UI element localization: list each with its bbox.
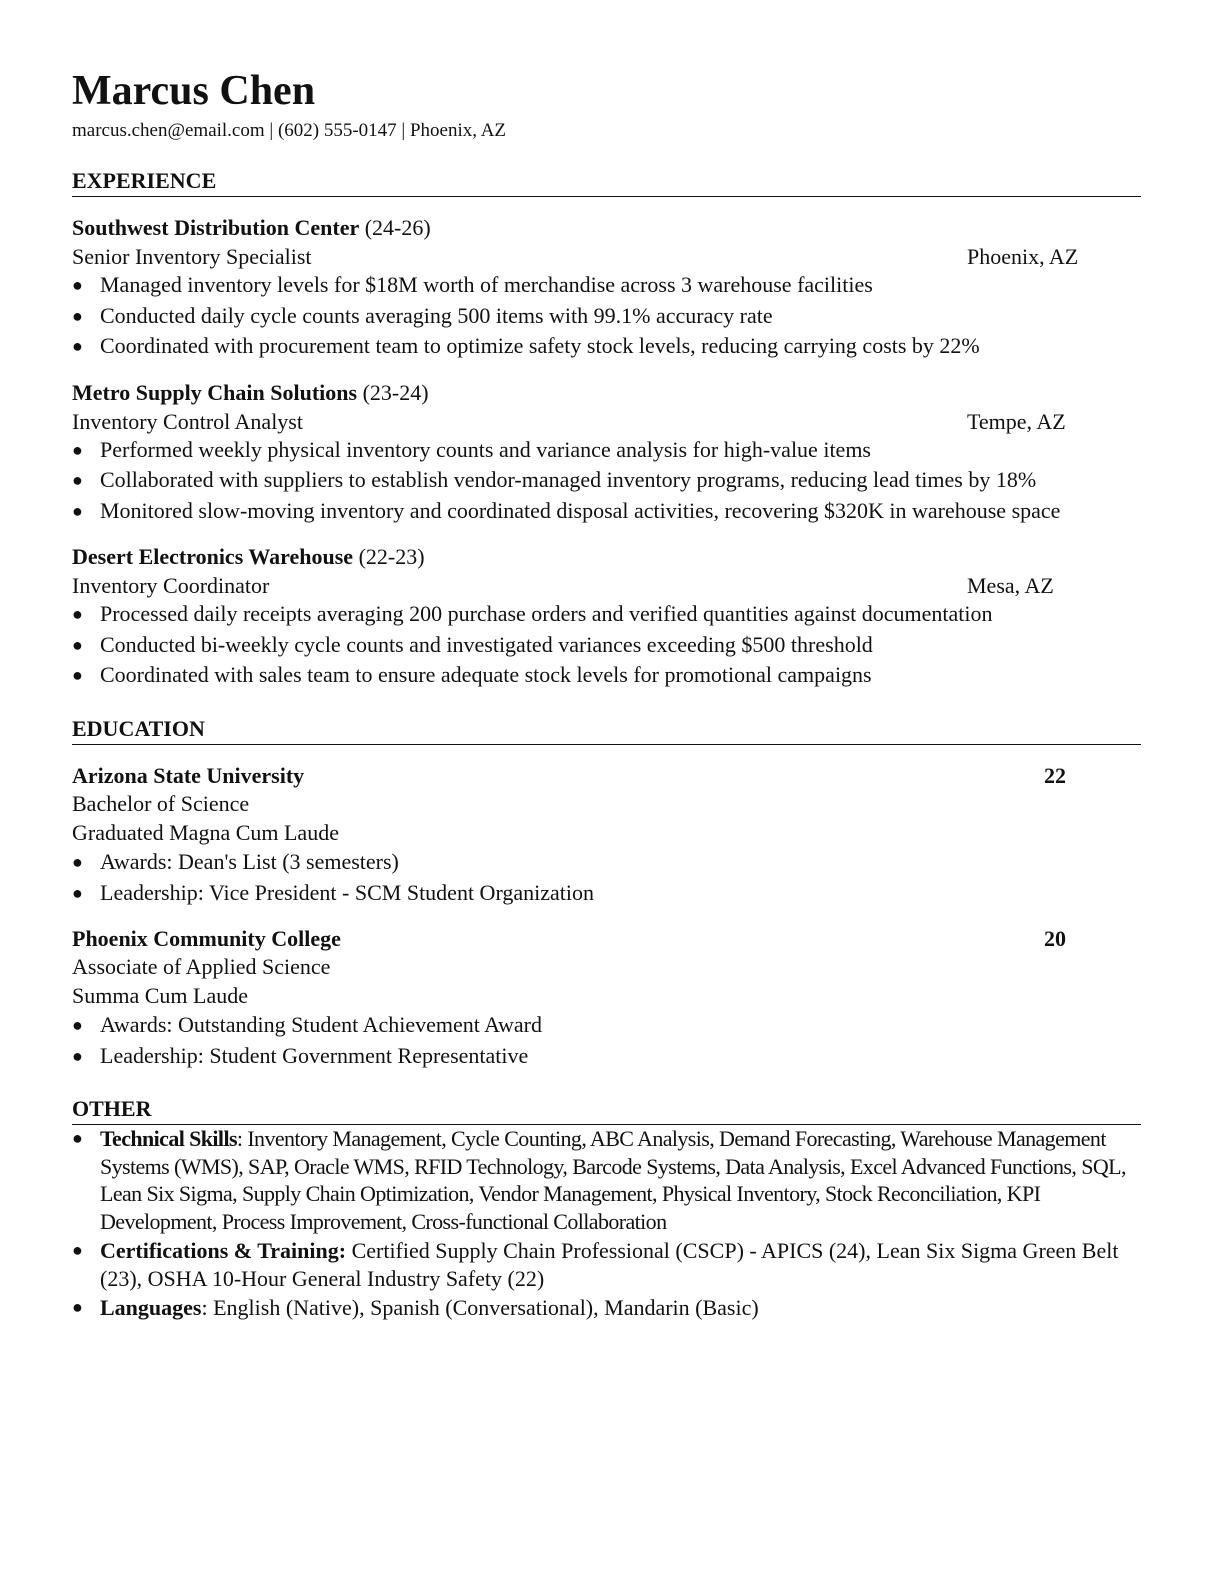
school-bullets [72, 1010, 1141, 1071]
bullet-text: Performed weekly physical inventory counts and variance analysis for high-value items [100, 436, 871, 462]
bullet-content [100, 1126, 1126, 1234]
bullet-text: Awards: Outstanding Student Achievement Award [100, 1012, 542, 1038]
job-role-line [72, 407, 1141, 435]
school-entry [72, 924, 1141, 1071]
bullet-icon: ● [72, 1240, 83, 1261]
bullet-text: Coordinated with sales team to ensure adequate stock levels for promotional campaigns [100, 662, 872, 688]
other-section [72, 1096, 1141, 1322]
job-header [72, 542, 1141, 571]
bullet-icon: ● [72, 665, 83, 686]
job-company: Southwest Distribution Center [72, 215, 360, 241]
bullet-icon: ● [72, 1297, 83, 1318]
bullet-icon: ● [72, 852, 83, 873]
certifications-text: Certified Supply Chain Professional (CSCP) - APICS (24), Lean Six Sigma Green Belt (23), OSHA 10-Hour General Industry Safety (22) [100, 1238, 1119, 1291]
bullet-icon: ● [72, 439, 83, 460]
bullet-icon: ● [72, 470, 83, 491]
job-role-line [72, 571, 1141, 599]
school-degree: Bachelor of Science [72, 791, 250, 817]
resume-page [72, 60, 1141, 1324]
bullet-icon: ● [72, 500, 83, 521]
list-item [72, 1237, 1141, 1292]
bullet-icon: ● [72, 305, 83, 326]
bullet-text: Processed daily receipts averaging 200 purchase orders and verified quantities against documentation [100, 601, 993, 627]
bullet-icon: ● [72, 275, 83, 296]
contact-info: marcus.chen@email.com | (602) 555-0147 | Phoenix, AZ [72, 120, 507, 141]
job-company: Desert Electronics Warehouse [72, 544, 354, 570]
list-item [72, 331, 1141, 362]
list-item [72, 465, 1141, 496]
experience-heading: EXPERIENCE [72, 168, 1141, 197]
list-item [72, 301, 1141, 332]
bullet-icon: ● [72, 634, 83, 655]
job-dates: (22-23) [358, 544, 425, 570]
bullet-icon: ● [72, 1128, 83, 1149]
job-role: Senior Inventory Specialist [72, 244, 312, 270]
education-section [72, 716, 1141, 1071]
job-bullets [72, 599, 1141, 691]
school-bullets [72, 847, 1141, 908]
bullet-content [100, 1238, 1118, 1291]
school-honor: Graduated Magna Cum Laude [72, 820, 339, 846]
school-year: 20 [1044, 926, 1066, 952]
list-item [72, 1041, 1141, 1072]
job-dates: (24-26) [364, 215, 431, 241]
job-entry [72, 378, 1141, 527]
job-bullets [72, 435, 1141, 527]
job-location: Tempe, AZ [967, 408, 1066, 434]
bullet-text: Conducted bi-weekly cycle counts and investigated variances exceeding $500 threshold [100, 631, 873, 657]
education-heading: EDUCATION [72, 716, 1141, 745]
job-location: Mesa, AZ [967, 573, 1054, 599]
job-entry [72, 213, 1141, 362]
bullet-text: Collaborated with suppliers to establish vendor-managed inventory programs, reducing lead times by 18% [100, 467, 1037, 493]
school-name: Arizona State University [72, 763, 305, 789]
school-year: 22 [1044, 763, 1066, 789]
list-item [72, 630, 1141, 661]
bullet-text: Conducted daily cycle counts averaging 500 items with 99.1% accuracy rate [100, 302, 773, 328]
list-item [72, 1125, 1141, 1235]
bullet-text: Monitored slow-moving inventory and coordinated disposal activities, recovering $320K in warehouse space [100, 497, 1061, 523]
list-item [72, 1294, 1141, 1322]
bullet-icon: ● [72, 1015, 83, 1036]
bullet-icon: ● [72, 604, 83, 625]
bullet-text: Managed inventory levels for $18M worth of merchandise across 3 warehouse facilities [100, 272, 873, 298]
list-item [72, 660, 1141, 691]
list-item [72, 496, 1141, 527]
bullet-icon: ● [72, 336, 83, 357]
school-header [72, 761, 1141, 789]
languages-text: : English (Native), Spanish (Conversational), Mandarin (Basic) [201, 1295, 759, 1321]
other-bullets [72, 1125, 1141, 1322]
list-item [72, 599, 1141, 630]
skills-label: Technical Skills [100, 1126, 237, 1152]
job-role: Inventory Control Analyst [72, 408, 303, 434]
list-item [72, 1010, 1141, 1041]
list-item [72, 847, 1141, 878]
school-name: Phoenix Community College [72, 926, 341, 952]
school-degree: Associate of Applied Science [72, 954, 331, 980]
bullet-content [100, 1295, 759, 1320]
experience-section [72, 168, 1141, 691]
job-dates: (23-24) [362, 379, 429, 405]
languages-label: Languages [100, 1295, 202, 1321]
job-entry [72, 542, 1141, 691]
job-bullets [72, 270, 1141, 362]
bullet-text: Coordinated with procurement team to optimize safety stock levels, reducing carrying costs by 22% [100, 333, 980, 359]
job-location: Phoenix, AZ [967, 244, 1079, 270]
bullet-text: Awards: Dean's List (3 semesters) [100, 849, 399, 875]
bullet-icon: ● [72, 1045, 83, 1066]
school-entry [72, 761, 1141, 908]
job-header [72, 213, 1141, 242]
list-item [72, 878, 1141, 909]
bullet-icon: ● [72, 882, 83, 903]
certifications-label: Certifications & Training: [100, 1238, 347, 1264]
job-company: Metro Supply Chain Solutions [72, 379, 358, 405]
candidate-name: Marcus Chen [72, 68, 316, 114]
list-item [72, 435, 1141, 466]
bullet-text: Leadership: Vice President - SCM Student Organization [100, 879, 595, 905]
skills-text: : Inventory Management, Cycle Counting, ABC Analysis, Demand Forecasting, Warehouse Management Systems (WMS), SAP, Oracle WMS, RFID Technology, Barcode Systems, Data Analysis, Excel Advanced Functions, SQL, Lean Six Sigma, Supply Chain Optimization, Vendor Management, Physical Inventory, Stock Reconciliation, KPI Development, Process Improvement, Cross-functional Collaboration [100, 1126, 1126, 1234]
school-header [72, 924, 1141, 952]
job-role-line [72, 242, 1141, 270]
other-heading: OTHER [72, 1096, 1141, 1125]
bullet-text: Leadership: Student Government Representative [100, 1042, 529, 1068]
job-role: Inventory Coordinator [72, 573, 270, 599]
list-item [72, 270, 1141, 301]
job-header [72, 378, 1141, 407]
school-honor: Summa Cum Laude [72, 983, 248, 1009]
